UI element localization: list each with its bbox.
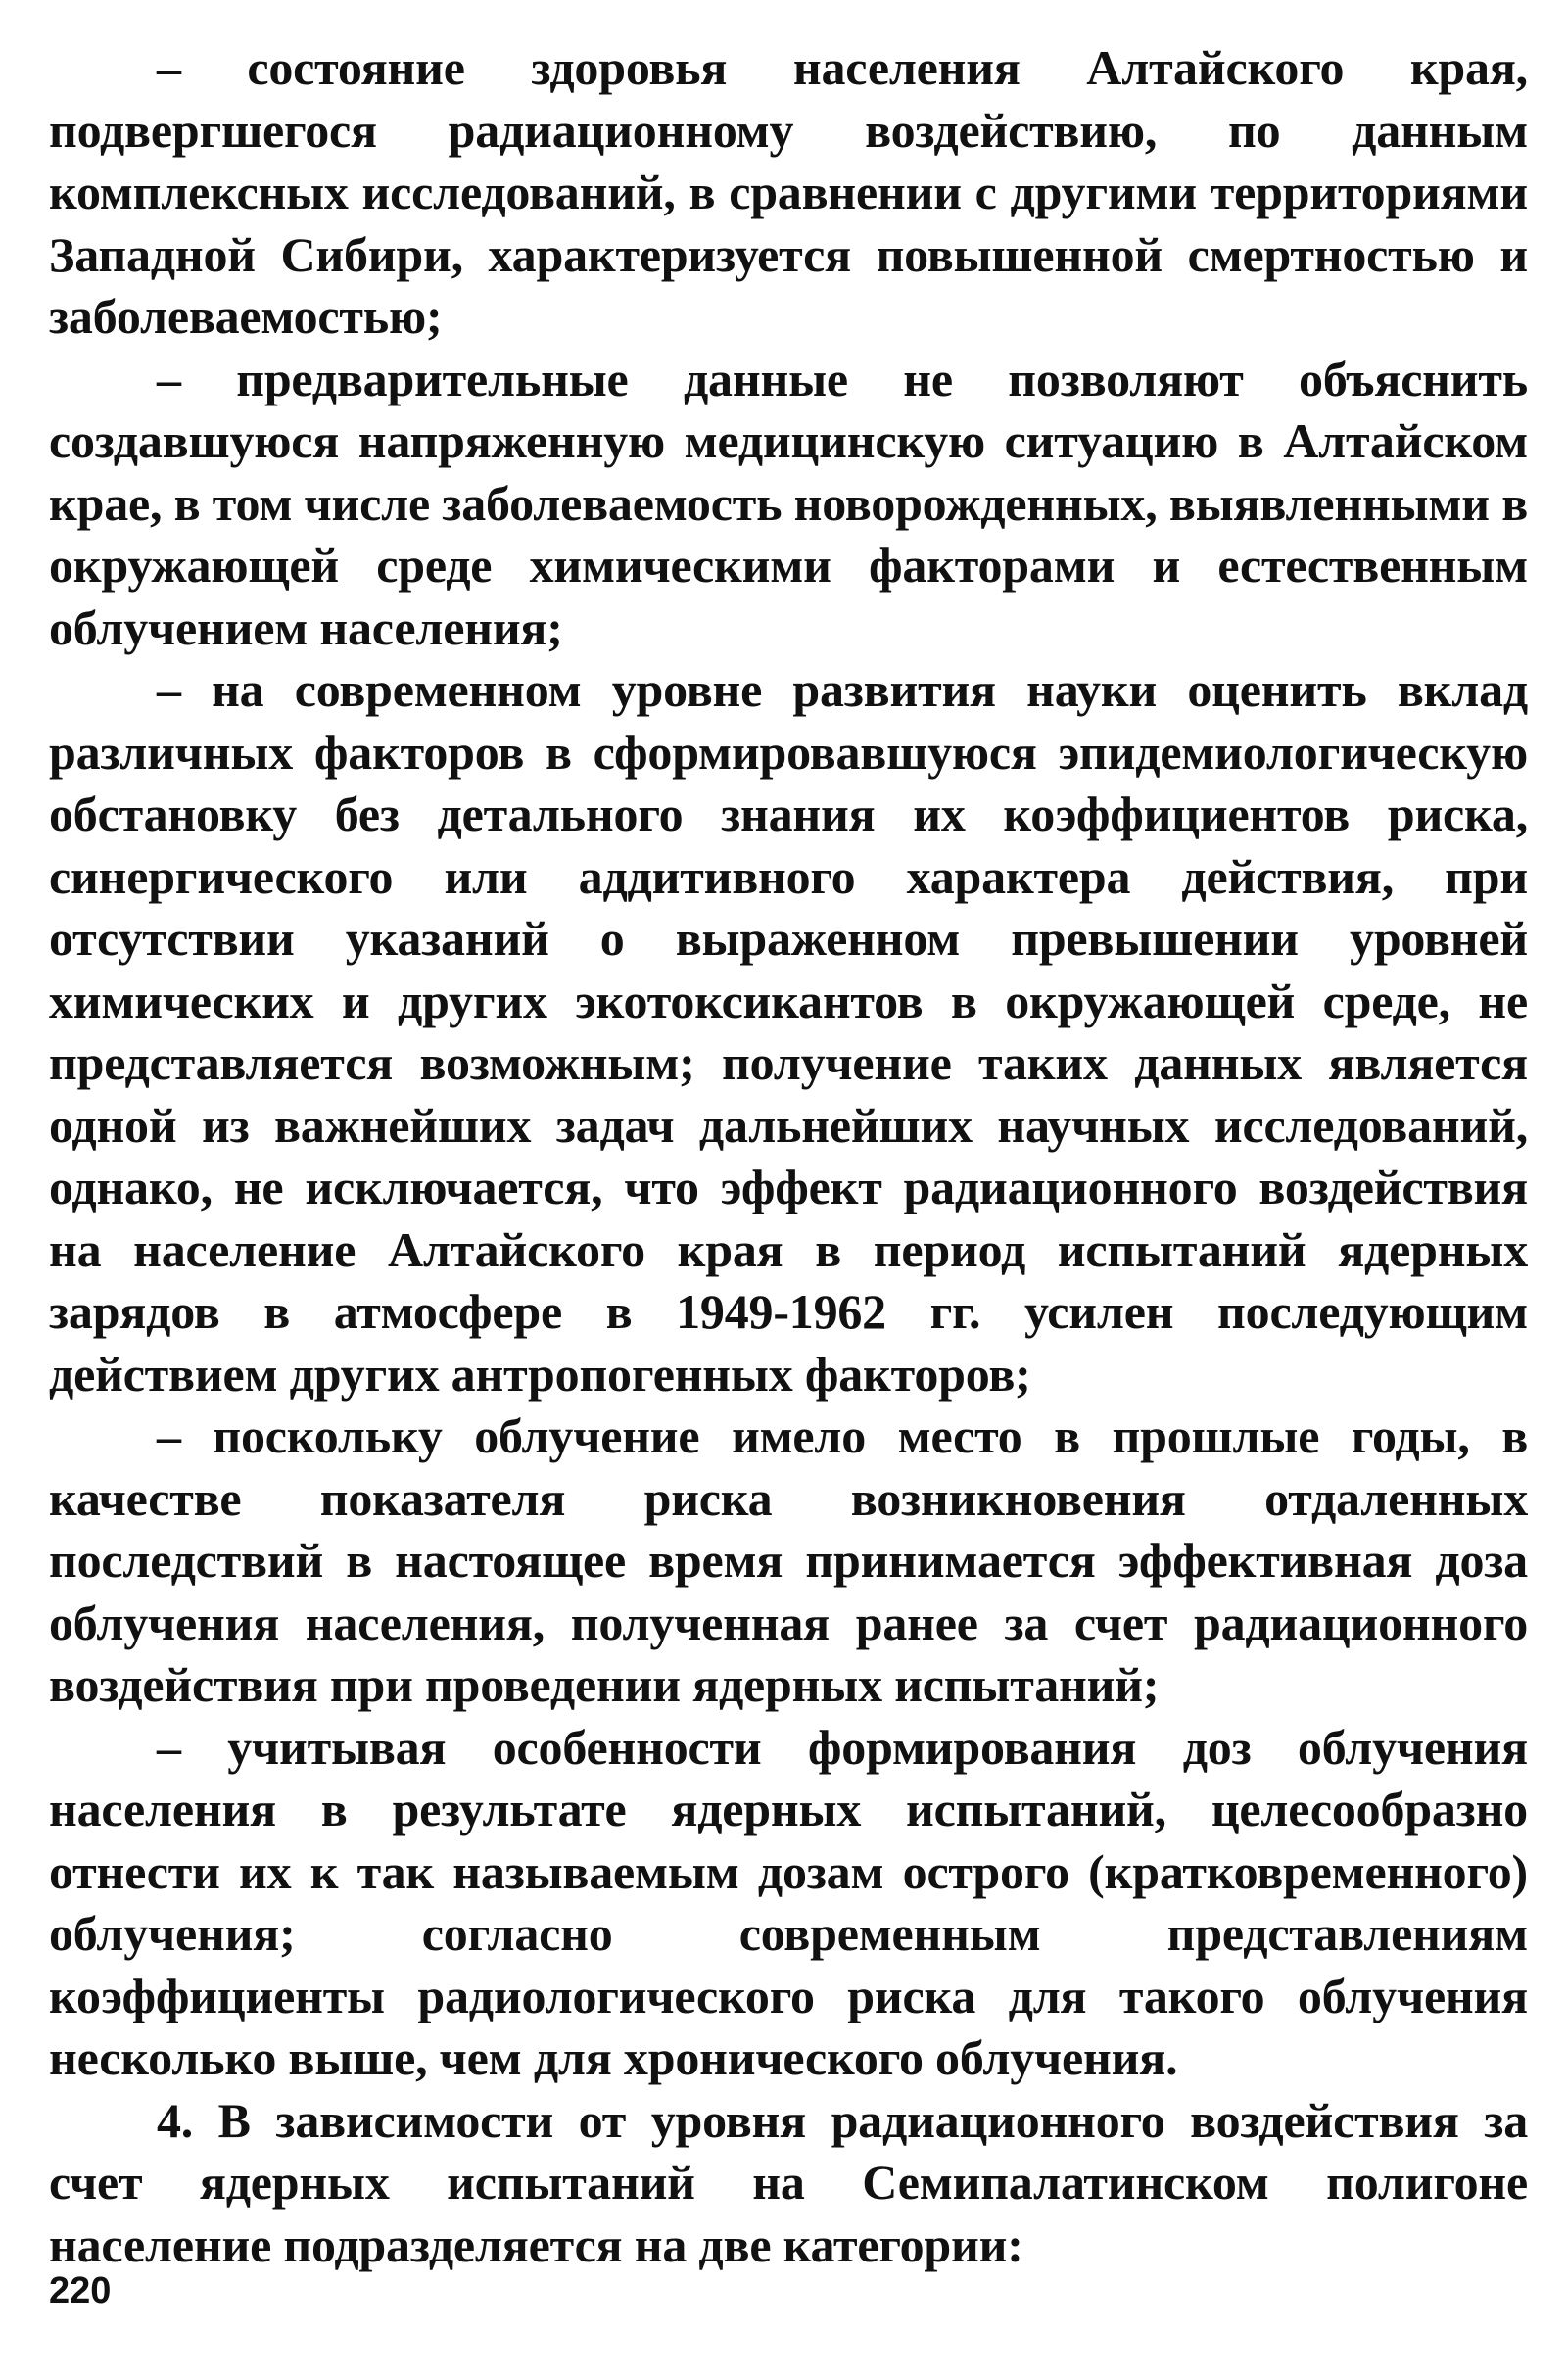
paragraph-acute-exposure: – учитывая особенности формирования доз облучения населения в результате ядерных испытаний, целесообразно отнести их к так называемым дозам острого (кратковременного) облучения; согласно современным представлениям коэффициенты радиологического риска для такого облучения несколько выше, чем для хронического облучения.	[49, 1719, 1528, 2085]
page-number: 220	[49, 2270, 112, 2311]
paragraph-factors-contribution: – на современном уровне развития науки оценить вклад различных факторов в сформировавшуюся эпидемиологическую обстановку без детального знания их коэффициентов риска, синергического или аддитивного характера действия, при отсутствии указаний о выраженном превышении уровней химических и других экотоксикантов в окружающей среде, не представляется возможным; получение таких данных является одной из важнейших задач дальнейших научных исследований, однако, не исключается, что эффект радиационного воздействия на население Алтайского края в период испытаний ядерных зарядов в атмосфере в 1949-1962 гг. усилен последующим действием других антропогенных факторов;	[49, 662, 1528, 1402]
paragraph-effective-dose: – поскольку облучение имело место в прошлые годы, в качестве показателя риска возникновения отдаленных последствий в настоящее время принимается эффективная доза облучения населения, полученная ранее за счет радиационного воздействия при проведении ядерных испытаний;	[49, 1408, 1528, 1712]
paragraph-health-status: – состояние здоровья населения Алтайского края, подвергшегося радиационному воздействию, по данным комплексных исследований, в сравнении с другими территориями Западной Сибири, характеризуется повышенной смертностью и заболеваемостью;	[49, 40, 1528, 344]
paragraph-preliminary-data: – предварительные данные не позволяют объяснить создавшуюся напряженную медицинскую ситуацию в Алтайском крае, в том числе заболеваемость новорожденных, выявленными в окружающей среде химическими факторами и естественным облучением населения;	[49, 351, 1528, 655]
page-body	[49, 37, 1528, 2276]
paragraph-population-categories: 4. В зависимости от уровня радиационного воздействия за счет ядерных испытаний на Семипалатинском полигоне население подразделяется на две категории:	[49, 2092, 1528, 2272]
